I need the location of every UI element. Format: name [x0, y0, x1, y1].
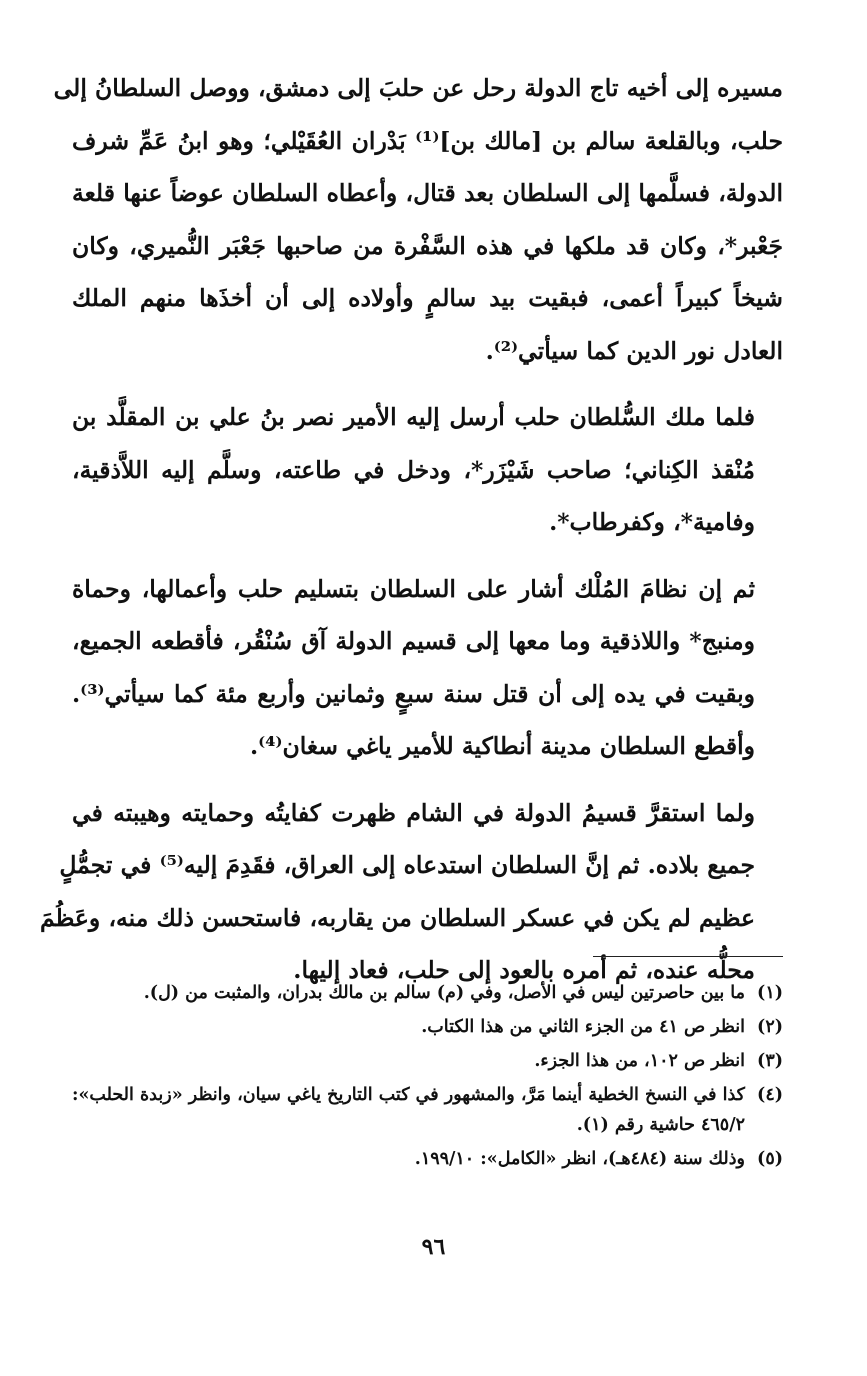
footnote-number: (٣) [757, 1051, 783, 1071]
main-text [39, 62, 783, 1011]
footnote-3 [72, 1046, 783, 1076]
footnote-number: (٤) [757, 1085, 783, 1105]
footnote-text: ما بين حاصرتين ليس في الأصل، وفي (م) سالم بن مالك بدران، والمثبت من (ل). [143, 983, 745, 1003]
text-line: مسيره إلى أخيه تاج الدولة رحل عن حلبَ إلى دمشق، ووصل السلطانُ إلى [53, 74, 783, 102]
text-line: جَعْبر*، وكان قد ملكها في هذه السَّفْرة من صاحبها جَعْبَر النُّميري، وكان [72, 231, 783, 260]
text-line: العادل نور الدين كما سيأتي⁽²⁾. [485, 336, 783, 365]
text-line: شيخاً كبيراً أعمى، فبقيت بيد سالمٍ وأولاده إلى أن أخذَها منهم الملك [72, 284, 783, 312]
footnotes [72, 978, 783, 1178]
paragraph-4 [39, 787, 783, 997]
text-line: ولما استقرَّ قسيمُ الدولة في الشام ظهرت كفايتُه وحمايته وهيبته في [72, 798, 755, 827]
footnote-number: (٥) [757, 1149, 783, 1169]
text-line: الدولة، فسلَّمها إلى السلطان بعد قتال، وأعطاه السلطان عوضاً عنها قلعة [72, 179, 783, 207]
footnote-number: (١) [757, 983, 783, 1003]
page-number: ٩٦ [421, 1234, 446, 1260]
footnote-text: انظر ص ٤١ من الجزء الثاني من هذا الكتاب. [421, 1017, 745, 1037]
paragraph-1 [53, 62, 783, 377]
text-line: وبقيت في يده إلى أن قتل سنة سبعٍ وثمانين وأربع مئة كما سيأتي⁽³⁾. [72, 679, 755, 708]
text-line: وأقطع السلطان مدينة أنطاكية للأمير ياغي سغان⁽⁴⁾. [250, 732, 755, 760]
text-line: عظيم لم يكن في عسكر السلطان من يقاربه، فاستحسن ذلك منه، وعَظُمَ [39, 903, 755, 932]
footnote-number: (٢) [757, 1017, 783, 1037]
paragraph-3 [72, 563, 783, 773]
text-line: جميع بلاده. ثم إنَّ السلطان استدعاه إلى العراق، فقَدِمَ إليه⁽⁵⁾ في تجمُّلٍ [59, 851, 755, 879]
footnote-4 [72, 1080, 783, 1140]
text-line: محلُّه عنده، ثم أمره بالعود إلى حلب، فعاد إليها. [293, 956, 755, 984]
text-line: مُنْقذ الكِناني؛ صاحب شَيْزَر*، ودخل في طاعته، وسلَّم إليه اللاَّذقية، [72, 455, 755, 484]
text-line: فلما ملك السُّلطان حلب أرسل إليه الأمير نصر بنُ علي بن المقلَّد بن [72, 403, 755, 431]
footnote-separator [593, 956, 783, 957]
paragraph-2 [72, 391, 783, 549]
footnote-text: انظر ص ١٠٢، من هذا الجزء. [534, 1051, 745, 1071]
text-line: ومنبج* واللاذقية وما معها إلى قسيم الدولة آق سُنْقُر، فأقطعه الجميع، [72, 627, 755, 655]
text-line: ثم إن نظامَ المُلْك أشار على السلطان بتسليم حلب وأعمالها، وحماة [72, 574, 755, 603]
text-line: وفامية*، وكفرطاب*. [549, 508, 755, 536]
text-line: حلب، وبالقلعة سالم بن [مالك بن]⁽¹⁾ بَدْران العُقَيْلي؛ وهو ابنُ عَمِّ شرف [72, 126, 783, 155]
footnote-1 [72, 978, 783, 1008]
footnote-text: كذا في النسخ الخطية أينما مَرَّ، والمشهور في كتب التاريخ ياغي سيان، وانظر «زبدة الحلب»: ٤٦٥/٢ حاشية رقم (١). [72, 1085, 745, 1135]
footnote-text: وذلك سنة (٤٨٤هـ)، انظر «الكامل»: ١٩٩/١٠. [414, 1149, 745, 1169]
footnote-5 [72, 1144, 783, 1174]
footnote-2 [72, 1012, 783, 1042]
